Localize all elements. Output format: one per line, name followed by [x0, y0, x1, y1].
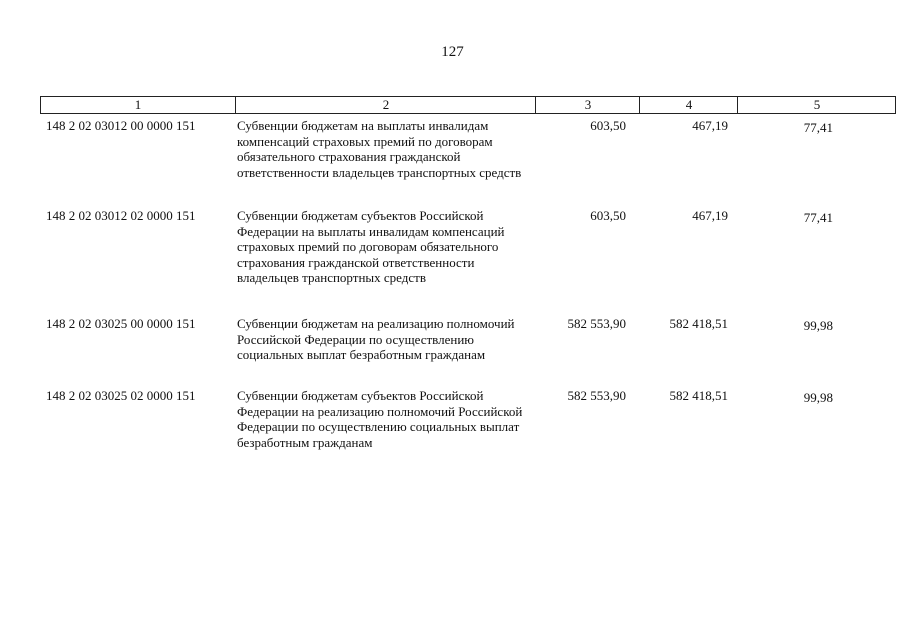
budget-code: 148 2 02 03012 00 0000 151 — [46, 118, 196, 133]
page-number: 127 — [441, 44, 464, 60]
value-col-3: 603,50 — [590, 118, 626, 133]
value-col-3: 603,50 — [590, 208, 626, 223]
item-name: Субвенции бюджетам на выплаты инвалидам компенсаций страховых премий по договорам обязательного страхования гражданской ответственности владельцев транспортных средств — [237, 118, 522, 180]
value-col-4: 467,19 — [692, 208, 728, 223]
column-header-1: 1 — [134, 97, 142, 112]
value-col-3: 582 553,90 — [567, 388, 626, 403]
value-col-5: 99,98 — [803, 390, 833, 405]
value-col-4: 582 418,51 — [669, 388, 728, 403]
column-header-5: 5 — [737, 97, 896, 113]
column-header-4: 4 — [639, 97, 738, 113]
value-col-5: 99,98 — [803, 318, 833, 333]
value-col-3: 582 553,90 — [567, 316, 626, 331]
budget-code: 148 2 02 03012 02 0000 151 — [46, 208, 196, 223]
item-name: Субвенции бюджетам субъектов Российской Федерации на реализацию полномочий Российской Федерации по осуществлению социальных выплат безработным гражданам — [237, 388, 523, 450]
value-col-4: 467,19 — [692, 118, 728, 133]
budget-code: 148 2 02 03025 00 0000 151 — [46, 316, 196, 331]
value-col-5: 77,41 — [803, 120, 833, 135]
budget-code: 148 2 02 03025 02 0000 151 — [46, 388, 196, 403]
item-name: Субвенции бюджетам субъектов Российской Федерации на выплаты инвалидам компенсаций страховых премий по договорам обязательного страхования гражданской ответственности владельцев транспортных средств — [237, 208, 505, 285]
value-col-5: 77,41 — [803, 210, 833, 225]
table-header — [40, 96, 896, 114]
column-header-2: 2 — [235, 97, 536, 113]
column-header-3: 3 — [535, 97, 640, 113]
value-col-4: 582 418,51 — [669, 316, 728, 331]
item-name: Субвенции бюджетам на реализацию полномочий Российской Федерации по осуществлению социальных выплат безработным гражданам — [237, 316, 515, 362]
